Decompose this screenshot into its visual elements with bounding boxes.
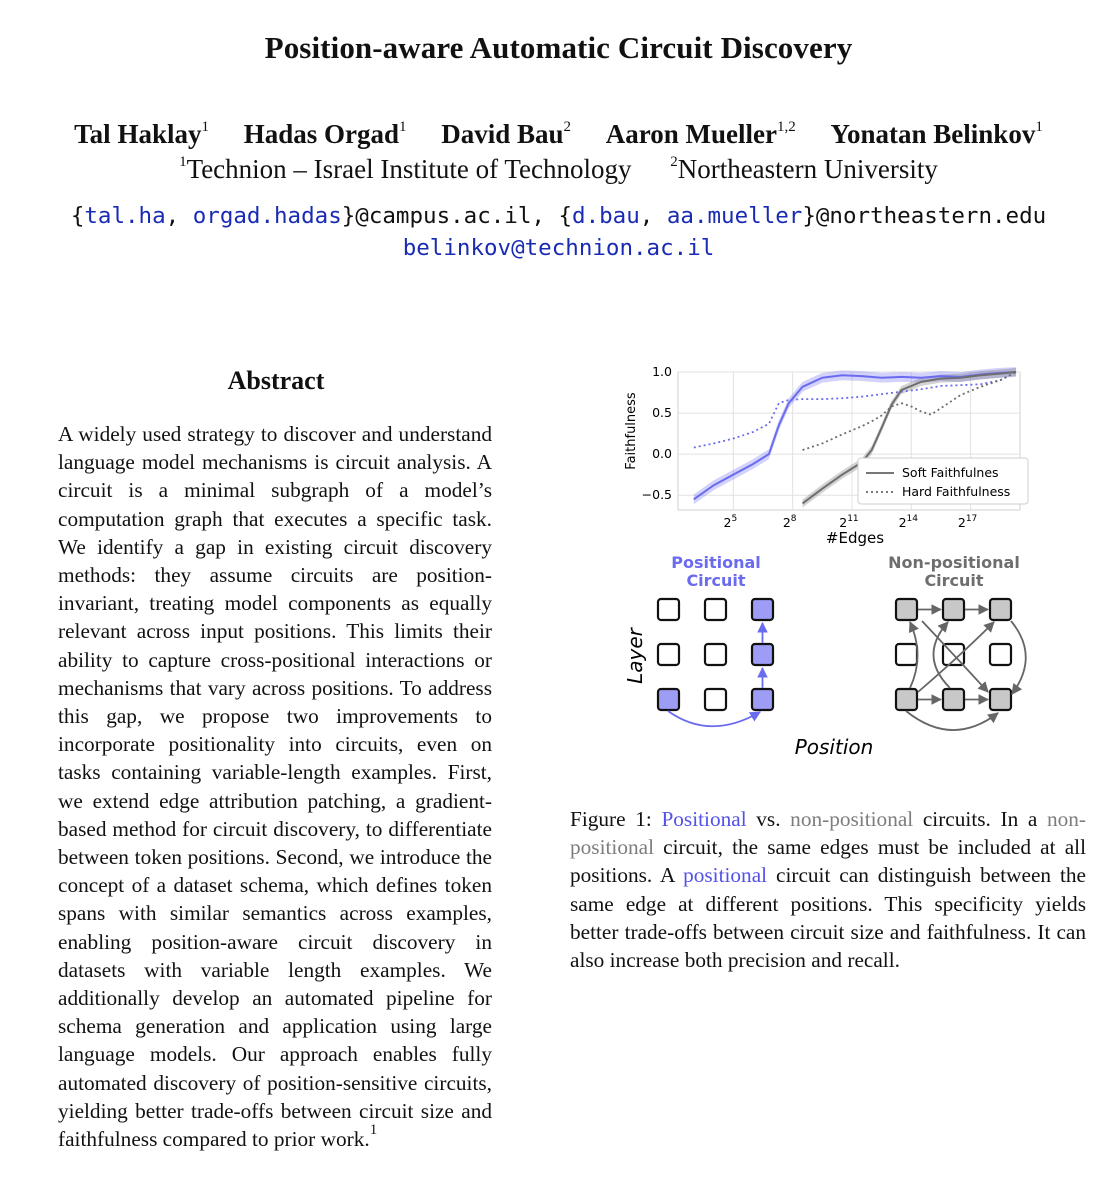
component-node: [658, 644, 679, 665]
y-tick-label: −0.5: [641, 487, 672, 503]
x-tick-label: $2^{14}$: [898, 514, 918, 530]
email-link[interactable]: tal.ha: [84, 203, 166, 229]
affiliation: $^2$Northeastern University: [670, 154, 938, 184]
x-tick-label: $2^{17}$: [957, 514, 978, 530]
nonpositional-circuit-title: Non-positional: [888, 553, 1020, 572]
paper-title: Position-aware Automatic Circuit Discovery: [264, 30, 853, 65]
component-node-active: [990, 689, 1011, 710]
email-link[interactable]: aa.mueller: [666, 203, 803, 229]
author: Tal Haklay$^1$: [74, 119, 209, 149]
author-list: [0, 119, 1117, 150]
legend-item-hard: Hard Faithfulness: [902, 484, 1011, 499]
author: David Bau$^2$: [441, 119, 572, 149]
abstract-body: A widely used strategy to discover and understand language model mechanisms is circuit analysis. A circuit is a minimal subgraph of a model’s computation graph that executes a specific task. We identify a gap in existing circuit discovery methods: they assume circuits are position-invariant, treating model components as equally relevant across input positions. This limits their ability to capture cross-positional interactions or mechanisms that vary across positions. To address this gap, we propose two improvements to incorporate positionality into circuits, even on tasks containing variable-length examples. First, we extend edge attribution patching, a gradient-based method for circuit discovery, to differentiate between token positions. Second, we introduce the concept of a dataset schema, which defines token spans with similar semantics across examples, enabling position-aware circuit discovery in datasets with variable length examples. We additionally develop an automated pipeline for schema generation and application using large language models. Our approach enables fully automated discovery of position-sensitive circuits, yielding better trade-offs between circuit size and faithfulness compared to prior work.$^1$: [58, 422, 492, 1152]
figure-1-svg: [600, 356, 1080, 776]
affiliations: [0, 154, 1117, 185]
figure-caption: Figure 1: Positional vs. non-positional circuits. In a non-positional circuit, the same edges must be included at all positions. A positional circuit can distinguish between the same edge at different positions. This specificity yields better trade-offs between circuit size and faithfulness. It can also increase both precision and recall.: [570, 807, 1086, 973]
author: Yonatan Belinkov$^1$: [830, 119, 1043, 149]
email-link[interactable]: orgad.hadas: [192, 203, 342, 229]
component-node-active: [752, 689, 773, 710]
component-node: [990, 644, 1011, 665]
footnote-mark[interactable]: 1: [369, 1122, 378, 1139]
x-tick-label: $2^5$: [723, 514, 738, 530]
nonpositional-circuit-title: Circuit: [924, 571, 984, 590]
chart-legend: [858, 458, 1028, 504]
component-node-active: [896, 599, 917, 620]
x-axis-label: #Edges: [825, 529, 885, 547]
x-tick-label: $2^{11}$: [839, 514, 859, 530]
author: Aaron Mueller$^{1,2}$: [605, 119, 796, 149]
email-link[interactable]: belinkov@technion.ac.il: [402, 235, 715, 261]
component-node: [896, 644, 917, 665]
positional-circuit-diagram: [623, 553, 773, 726]
legend-item-soft: Soft Faithfulnes: [902, 465, 999, 480]
component-node: [705, 644, 726, 665]
component-node-active: [990, 599, 1011, 620]
email-link[interactable]: d.bau: [572, 203, 640, 229]
component-node: [705, 599, 726, 620]
x-tick-label: $2^8$: [782, 514, 797, 530]
circuit-edge: [922, 621, 988, 692]
circuit-edge: [668, 711, 760, 726]
layer-axis-label: Layer: [623, 628, 647, 684]
positional-circuit-title: Positional: [671, 553, 761, 572]
component-node: [705, 689, 726, 710]
abstract-heading: Abstract: [227, 366, 325, 395]
y-tick-label: 0.0: [652, 446, 672, 462]
component-node-active: [658, 689, 679, 710]
component-node-active: [752, 599, 773, 620]
faithfulness-chart: [624, 364, 1028, 547]
circuit-edge: [1011, 621, 1026, 694]
component-node: [658, 599, 679, 620]
component-node-active: [943, 599, 964, 620]
component-node-active: [896, 689, 917, 710]
email-line: {tal.ha, orgad.hadas}@campus.ac.il, {d.bau, aa.mueller}@northeastern.edu: [70, 203, 1047, 229]
y-tick-label: 1.0: [652, 364, 672, 379]
component-node-active: [943, 689, 964, 710]
y-tick-label: 0.5: [652, 405, 672, 421]
author: Hadas Orgad$^1$: [243, 119, 407, 149]
component-node-active: [752, 644, 773, 665]
circuit-edge: [906, 711, 998, 730]
email-line: [0, 235, 1117, 261]
affiliation: $^1$Technion – Israel Institute of Technology: [179, 154, 632, 184]
nonpositional-circuit-diagram: [888, 553, 1026, 730]
positional-circuit-title: Circuit: [686, 571, 746, 590]
figure-1: [600, 356, 1080, 776]
y-axis-label: Faithfulness: [624, 392, 639, 470]
position-axis-label: Position: [794, 735, 874, 759]
